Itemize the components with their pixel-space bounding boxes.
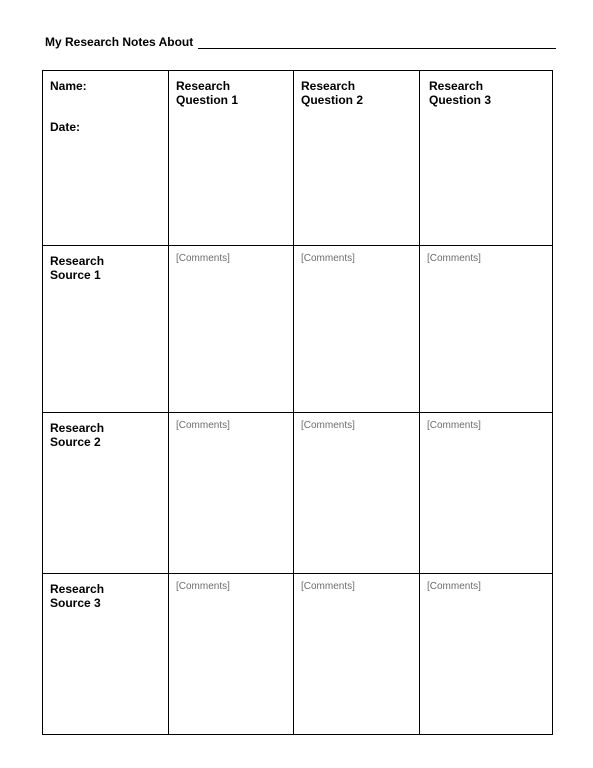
- comment-cell-s2-q3[interactable]: [420, 413, 553, 574]
- source-header-line2: Source 2: [50, 435, 101, 449]
- source-header-3: [43, 574, 169, 735]
- source-header-line1: Research: [50, 421, 105, 435]
- comment-cell-s1-q2[interactable]: [294, 246, 420, 413]
- source-header-line2: Source 1: [50, 268, 101, 282]
- comment-placeholder: [Comments]: [301, 581, 355, 592]
- comment-cell-s1-q1[interactable]: [169, 246, 294, 413]
- comment-placeholder: [Comments]: [176, 581, 230, 592]
- name-date-cell[interactable]: [43, 71, 169, 246]
- header-row: [43, 71, 553, 246]
- question-header-line1: Research: [176, 79, 231, 93]
- source-row-2: [43, 413, 553, 574]
- comment-placeholder: [Comments]: [301, 420, 355, 431]
- source-header-line2: Source 3: [50, 596, 101, 610]
- question-header-1[interactable]: [169, 71, 294, 246]
- question-header-3[interactable]: [420, 71, 553, 246]
- comment-placeholder: [Comments]: [427, 253, 481, 264]
- research-notes-table: [42, 70, 553, 735]
- comment-placeholder: [Comments]: [176, 420, 230, 431]
- name-label: Name:: [50, 79, 87, 93]
- comment-cell-s3-q1[interactable]: [169, 574, 294, 735]
- comment-cell-s3-q2[interactable]: [294, 574, 420, 735]
- source-header-line1: Research: [50, 254, 105, 268]
- question-header-line1: Research: [429, 79, 484, 93]
- comment-cell-s3-q3[interactable]: [420, 574, 553, 735]
- comment-cell-s2-q1[interactable]: [169, 413, 294, 574]
- comment-cell-s2-q2[interactable]: [294, 413, 420, 574]
- page-header: [45, 35, 556, 49]
- topic-blank-line[interactable]: [198, 37, 556, 49]
- comment-placeholder: [Comments]: [427, 420, 481, 431]
- date-label: Date:: [50, 120, 81, 134]
- question-header-2[interactable]: [294, 71, 420, 246]
- source-header-1: [43, 246, 169, 413]
- question-header-line2: Question 3: [429, 93, 492, 107]
- source-row-1: [43, 246, 553, 413]
- comment-placeholder: [Comments]: [176, 253, 230, 264]
- question-header-line1: Research: [301, 79, 356, 93]
- comment-placeholder: [Comments]: [427, 581, 481, 592]
- source-header-2: [43, 413, 169, 574]
- page-title: My Research Notes About: [45, 35, 194, 49]
- source-row-3: [43, 574, 553, 735]
- source-header-line1: Research: [50, 582, 105, 596]
- question-header-line2: Question 1: [176, 93, 239, 107]
- comment-cell-s1-q3[interactable]: [420, 246, 553, 413]
- comment-placeholder: [Comments]: [301, 253, 355, 264]
- question-header-line2: Question 2: [301, 93, 364, 107]
